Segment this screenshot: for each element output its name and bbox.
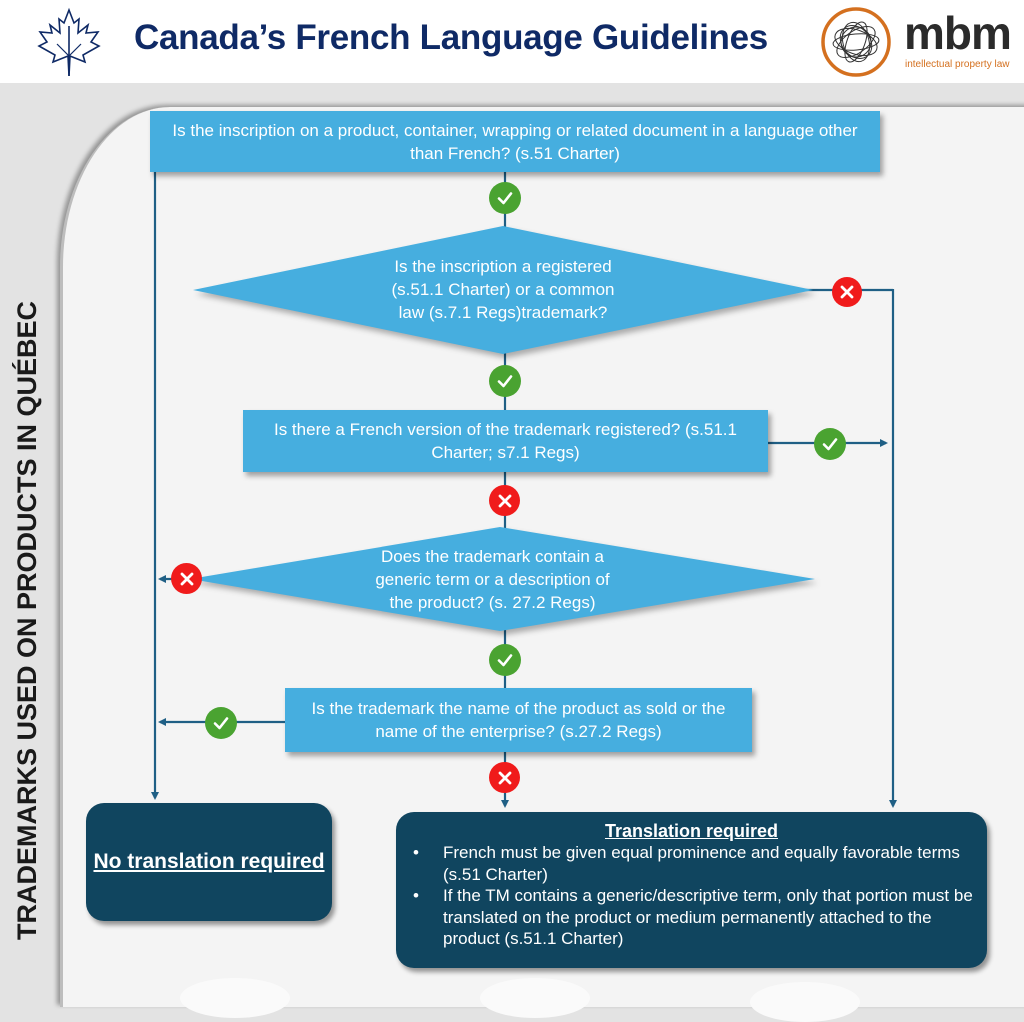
translation-requirements-list: [396, 842, 987, 950]
check-icon: [821, 435, 839, 453]
yes-badge-q3: [814, 428, 846, 460]
yes-badge-q5: [205, 707, 237, 739]
translation-required-title: Translation required: [604, 821, 779, 841]
logo-wordmark: mbm: [904, 7, 1011, 59]
x-icon: [498, 771, 512, 785]
question-5-text: Is the trademark the name of the product as sold or the name of the enterprise? (s.27.2 Regs): [311, 699, 726, 741]
check-icon: [212, 714, 230, 732]
no-badge-q5: [489, 762, 520, 793]
question-1-text: Is the inscription on a product, container, wrapping or related document in a language other than French? (s.51 Charter): [172, 120, 858, 163]
question-2-line-1: Is the inscription a registered: [394, 257, 612, 276]
list-item: • If the TM contains a generic/descriptive term, only that portion must be translated on the product or medium permanently attached to the product (s.51.1 Charter): [443, 885, 987, 950]
no-badge-q4: [171, 563, 202, 594]
x-icon: [180, 572, 194, 586]
list-item: • French must be given equal prominence and equally favorable terms (s.51 Charter): [443, 842, 987, 885]
x-icon: [840, 285, 854, 299]
yes-badge-q2: [489, 365, 521, 397]
question-1-box: [150, 111, 880, 172]
question-4-diamond: [190, 527, 815, 631]
yes-badge-q4: [489, 644, 521, 676]
x-icon: [498, 494, 512, 508]
question-4-line-3: the product? (s. 27.2 Regs): [389, 593, 596, 612]
logo-tagline: intellectual property law: [905, 59, 1010, 70]
page-title: Canada’s French Language Guidelines: [134, 18, 768, 57]
question-2-line-2: (s.51.1 Charter) or a common: [391, 280, 615, 299]
no-translation-outcome: [86, 803, 332, 921]
decorative-bubble: [750, 982, 860, 1022]
check-icon: [496, 372, 514, 390]
question-4-line-1: Does the trademark contain a: [380, 547, 604, 566]
question-3-text: Is there a French version of the trademark registered? (s.51.1 Charter; s7.1 Regs): [273, 420, 737, 462]
no-badge-q3: [489, 485, 520, 516]
question-4-line-2: generic term or a description of: [375, 570, 610, 589]
side-label: TRADEMARKS USED ON PRODUCTS IN QUÉBEC: [12, 300, 42, 940]
no-translation-label: No translation required: [93, 850, 325, 873]
no-badge-q2: [832, 277, 862, 307]
question-5-box: [285, 688, 752, 752]
question-2-diamond: [193, 226, 813, 354]
yes-badge-q1: [489, 182, 521, 214]
translation-required-outcome: [396, 812, 987, 968]
check-icon: [496, 651, 514, 669]
question-2-line-3: law (s.7.1 Regs)trademark?: [398, 303, 608, 322]
check-icon: [496, 189, 514, 207]
question-3-box: [243, 410, 768, 472]
